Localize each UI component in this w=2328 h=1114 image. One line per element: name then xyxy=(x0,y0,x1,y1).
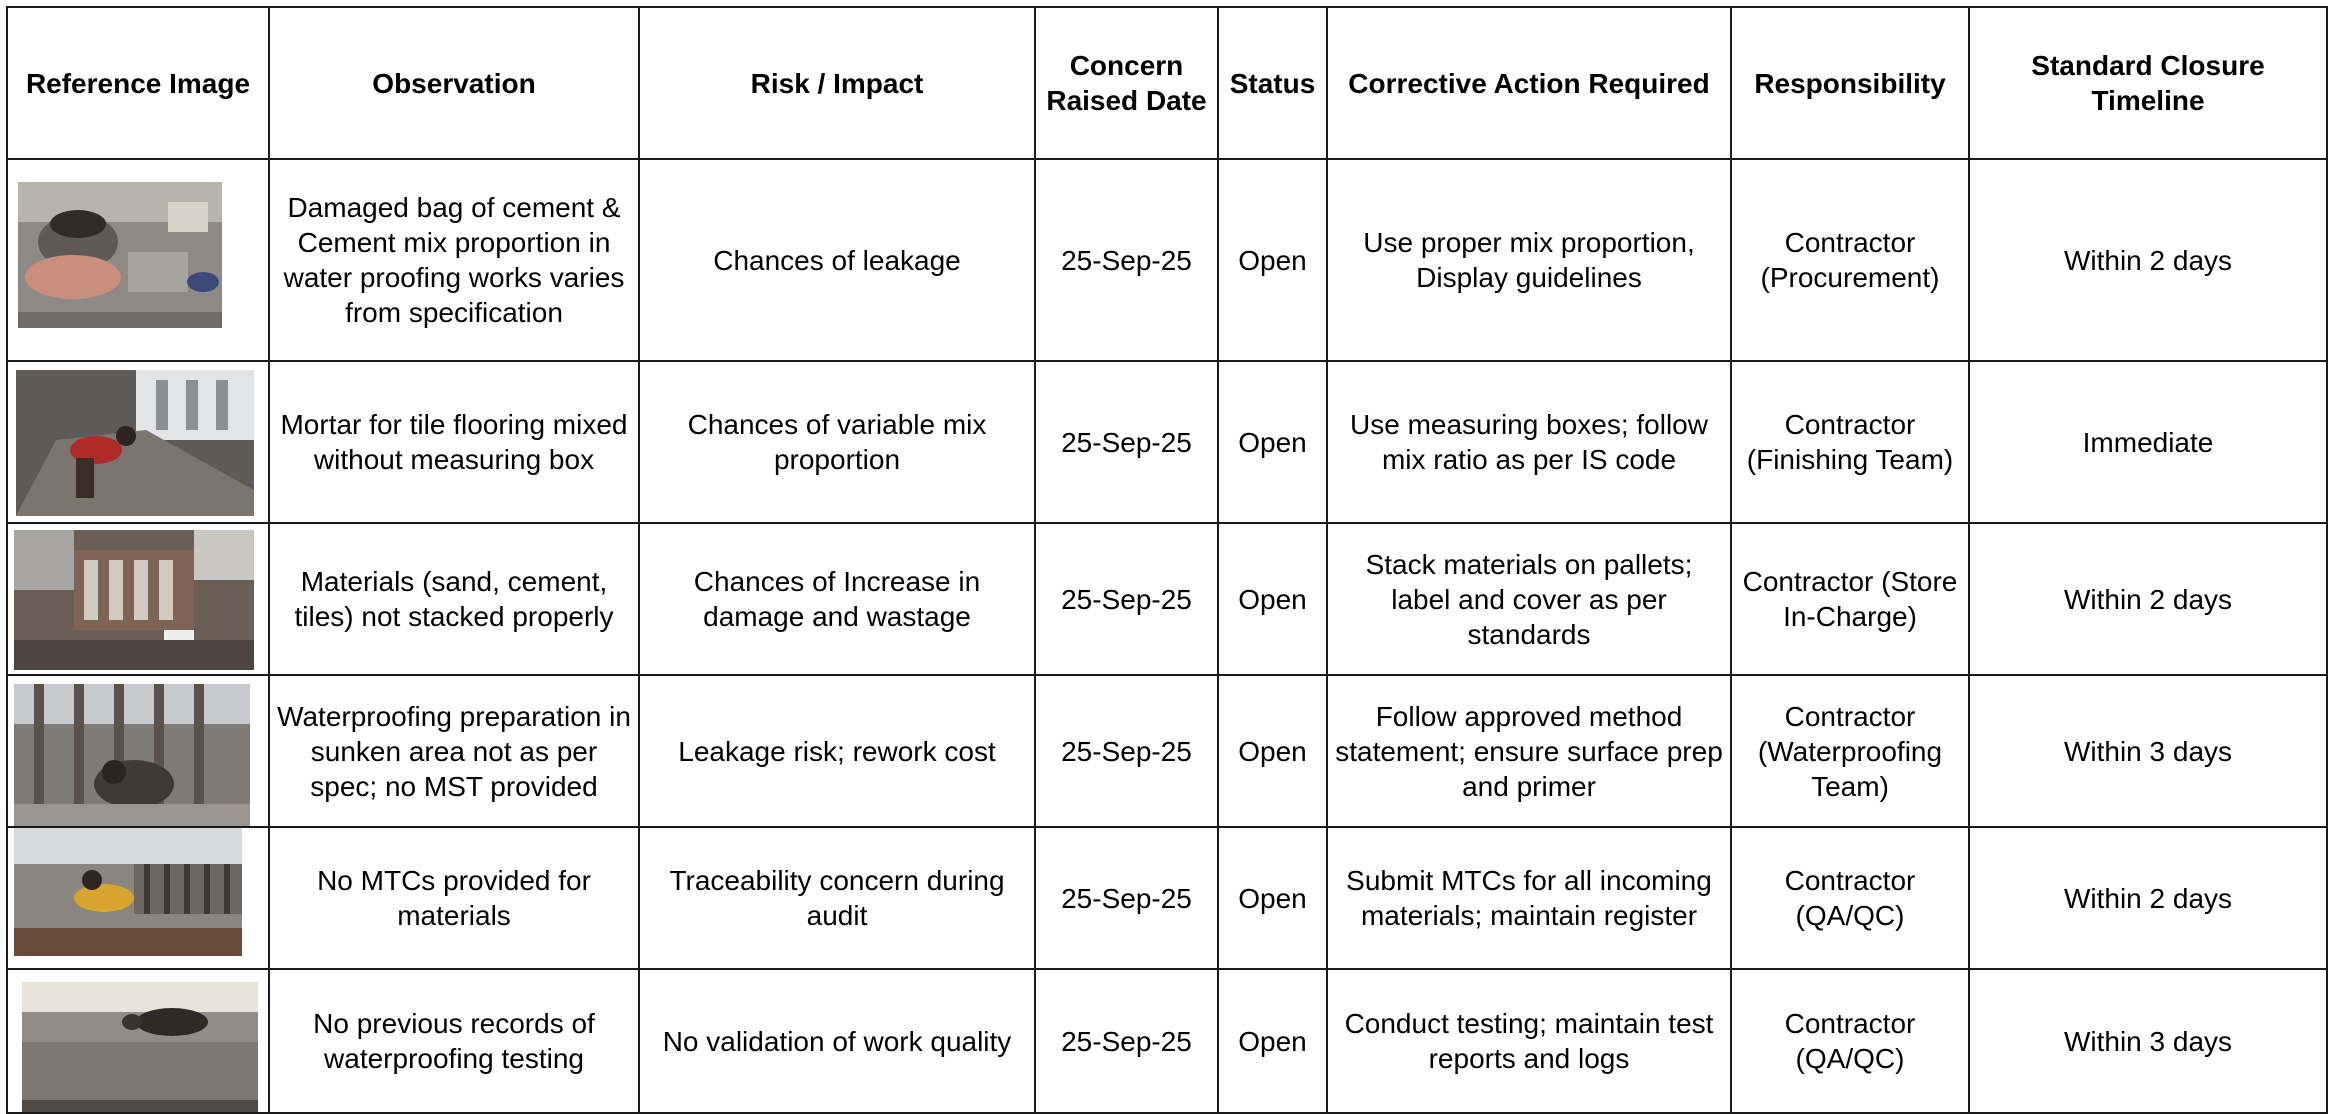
status-cell: Open xyxy=(1218,523,1327,675)
reference-image-cell xyxy=(7,969,269,1113)
table-row xyxy=(7,361,2327,523)
reference-photo xyxy=(14,684,250,827)
observation-cell: Mortar for tile flooring mixed without measuring box xyxy=(269,361,639,523)
corrective-action-cell: Submit MTCs for all incoming materials; maintain register xyxy=(1327,827,1731,969)
date-cell: 25-Sep-25 xyxy=(1035,159,1218,361)
date-cell: 25-Sep-25 xyxy=(1035,523,1218,675)
date-cell: 25-Sep-25 xyxy=(1035,361,1218,523)
observation-cell: Damaged bag of cement & Cement mix proportion in water proofing works varies from specification xyxy=(269,159,639,361)
date-cell: 25-Sep-25 xyxy=(1035,675,1218,827)
corrective-action-cell: Use measuring boxes; follow mix ratio as per IS code xyxy=(1327,361,1731,523)
risk-cell: Chances of variable mix proportion xyxy=(639,361,1035,523)
observation-cell: Waterproofing preparation in sunken area not as per spec; no MST provided xyxy=(269,675,639,827)
status-cell: Open xyxy=(1218,827,1327,969)
reference-photo xyxy=(16,370,254,516)
reference-image-cell xyxy=(7,675,269,827)
observation-table xyxy=(6,6,2328,1114)
header-status: Status xyxy=(1218,7,1327,159)
reference-image-cell xyxy=(7,159,269,361)
timeline-cell: Immediate xyxy=(1969,361,2327,523)
header-row xyxy=(7,7,2327,159)
reference-photo xyxy=(22,982,258,1112)
reference-photo xyxy=(14,828,242,956)
corrective-action-cell: Stack materials on pallets; label and cover as per standards xyxy=(1327,523,1731,675)
risk-cell: Leakage risk; rework cost xyxy=(639,675,1035,827)
responsibility-cell: Contractor (QA/QC) xyxy=(1731,969,1969,1113)
responsibility-cell: Contractor (Waterproofing Team) xyxy=(1731,675,1969,827)
reference-image-cell xyxy=(7,523,269,675)
header-observation: Observation xyxy=(269,7,639,159)
header-closure-timeline: Standard Closure Timeline xyxy=(1969,7,2327,159)
status-cell: Open xyxy=(1218,361,1327,523)
timeline-cell: Within 2 days xyxy=(1969,523,2327,675)
header-concern-raised-date: Concern Raised Date xyxy=(1035,7,1218,159)
corrective-action-cell: Follow approved method statement; ensure surface prep and primer xyxy=(1327,675,1731,827)
timeline-cell: Within 3 days xyxy=(1969,969,2327,1113)
reference-photo xyxy=(14,530,254,670)
status-cell: Open xyxy=(1218,969,1327,1113)
date-cell: 25-Sep-25 xyxy=(1035,827,1218,969)
header-responsibility: Responsibility xyxy=(1731,7,1969,159)
timeline-cell: Within 2 days xyxy=(1969,827,2327,969)
table-row xyxy=(7,159,2327,361)
responsibility-cell: Contractor (Store In-Charge) xyxy=(1731,523,1969,675)
reference-image-cell xyxy=(7,361,269,523)
reference-photo xyxy=(18,182,222,328)
header-reference-image: Reference Image xyxy=(7,7,269,159)
header-corrective-action: Corrective Action Required xyxy=(1327,7,1731,159)
observation-cell: No previous records of waterproofing testing xyxy=(269,969,639,1113)
header-risk-impact: Risk / Impact xyxy=(639,7,1035,159)
risk-cell: Chances of Increase in damage and wastage xyxy=(639,523,1035,675)
timeline-cell: Within 3 days xyxy=(1969,675,2327,827)
table-row xyxy=(7,523,2327,675)
responsibility-cell: Contractor (QA/QC) xyxy=(1731,827,1969,969)
corrective-action-cell: Use proper mix proportion, Display guidelines xyxy=(1327,159,1731,361)
table-row xyxy=(7,675,2327,827)
table-row xyxy=(7,827,2327,969)
observation-cell: No MTCs provided for materials xyxy=(269,827,639,969)
table-row xyxy=(7,969,2327,1113)
responsibility-cell: Contractor (Procurement) xyxy=(1731,159,1969,361)
timeline-cell: Within 2 days xyxy=(1969,159,2327,361)
reference-image-cell xyxy=(7,827,269,969)
risk-cell: Chances of leakage xyxy=(639,159,1035,361)
responsibility-cell: Contractor (Finishing Team) xyxy=(1731,361,1969,523)
corrective-action-cell: Conduct testing; maintain test reports and logs xyxy=(1327,969,1731,1113)
risk-cell: No validation of work quality xyxy=(639,969,1035,1113)
date-cell: 25-Sep-25 xyxy=(1035,969,1218,1113)
risk-cell: Traceability concern during audit xyxy=(639,827,1035,969)
status-cell: Open xyxy=(1218,675,1327,827)
status-cell: Open xyxy=(1218,159,1327,361)
observation-cell: Materials (sand, cement, tiles) not stacked properly xyxy=(269,523,639,675)
